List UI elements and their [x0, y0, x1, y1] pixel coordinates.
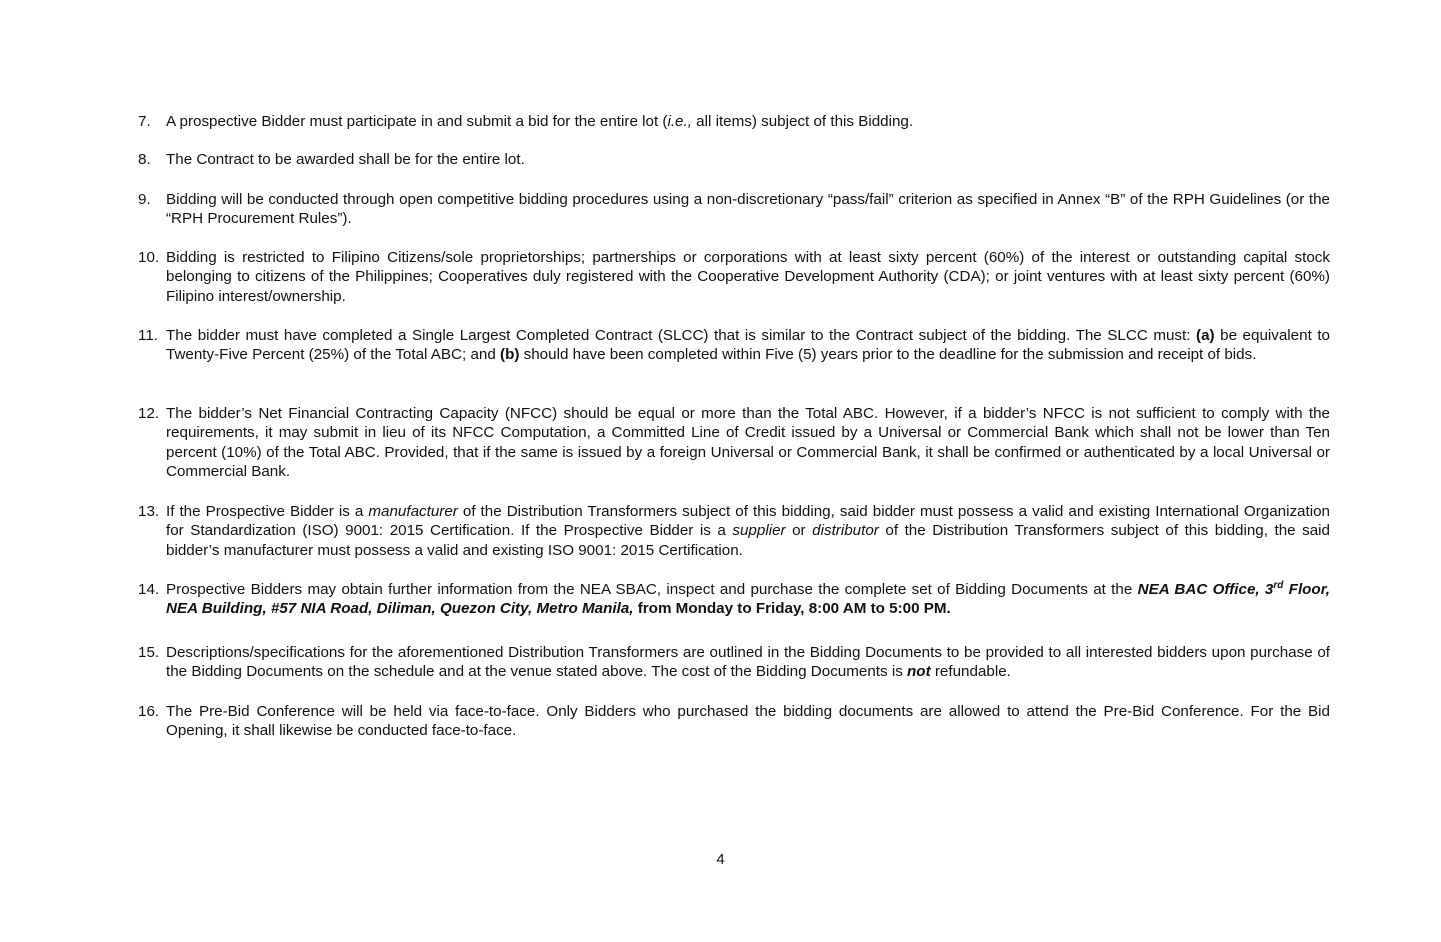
paragraph-text — [166, 150, 1330, 169]
paragraph-number: 15. — [138, 644, 160, 661]
paragraph-text — [166, 502, 1330, 560]
text-run: Prospective Bidders may obtain further information from the NEA SBAC, inspect and purchase the complete set of Bidding Documents at the — [166, 581, 1138, 598]
page-number: 4 — [716, 851, 725, 868]
paragraph-number: 8. — [138, 151, 151, 168]
numbered-paragraph-13 — [138, 502, 1330, 560]
text-run: of the Distribution Transformers subject of this bidding, said bidder must possess a valid and existing International Organization for Standardization (ISO) 9001: 2015 Certification. If the Prospective Bidder is a — [166, 503, 1330, 540]
text-run: A prospective Bidder must participate in and submit a bid for the entire lot ( — [166, 113, 668, 130]
text-run: Descriptions/specifications for the aforementioned Distribution Transformers are outlined in the Bidding Documents to be provided to all interested bidders upon purchase of the Bidding Documents on the schedule and at the venue stated above. The cost of the Bidding Documents is — [166, 644, 1330, 681]
text-run: (a) — [1196, 327, 1215, 344]
text-run: rd — [1273, 579, 1284, 591]
text-run: supplier — [732, 522, 786, 540]
text-run: NEA BAC Office, 3 — [1137, 581, 1274, 598]
paragraph-number: 7. — [138, 113, 151, 130]
paragraph-text — [166, 248, 1330, 306]
paragraph-number: 11. — [138, 327, 158, 344]
text-run: The Pre-Bid Conference will be held via face-to-face. Only Bidders who purchased the bidding documents are allowed to attend the Pre-Bid Conference. For the Bid Opening, it shall likewise be conducted face-to-face. — [166, 703, 1330, 740]
paragraph-text — [166, 326, 1330, 365]
text-run: Bidding is restricted to Filipino Citizens/sole proprietorships; partnerships or corporations with at least sixty percent (60%) of the interest or outstanding capital stock belonging to citizens of the Philippines; Cooperatives duly registered with the Cooperative Development Authority (CDA); or joint ventures with at least sixty percent (60%) Filipino interest/ownership. — [166, 249, 1330, 305]
text-run: manufacturer — [368, 503, 458, 520]
paragraph-number: 9. — [138, 191, 151, 208]
text-run: The bidder must have completed a Single Largest Completed Contract (SLCC) that is similar to the Contract subject of the bidding. The SLCC must: — [166, 327, 1197, 344]
paragraph-text — [166, 643, 1330, 682]
text-run: refundable. — [930, 663, 1011, 681]
text-run: distributor — [812, 522, 879, 540]
text-run: from Monday to Friday, 8:00 AM to 5:00 PM. — [633, 600, 951, 618]
numbered-paragraph-11 — [138, 326, 1330, 365]
text-run: (b) — [500, 346, 520, 364]
text-run: The bidder’s Net Financial Contracting Capacity (NFCC) should be equal or more than the Total ABC. However, if a bidder’s NFCC is not sufficient to comply with the requirements, it may submit in lieu of its NFCC Computation, a Committed Line of Credit issued by a Universal or Commercial Bank which shall not be lower than Ten percent (10%) of the Total ABC. Provided, that if the same is issued by a foreign Universal or Commercial Bank, it shall be confirmed or authenticated by a local Universal or Commercial Bank. — [166, 405, 1330, 481]
paragraph-number: 12. — [138, 405, 160, 422]
paragraph-text — [166, 702, 1330, 741]
numbered-paragraph-8 — [138, 150, 1330, 169]
text-run: or — [785, 522, 813, 540]
text-run: of the Distribution Transformers subject of this bidding, the said bidder’s manufacturer must possess a valid and existing ISO 9001: 2015 Certification. — [166, 522, 1330, 559]
paragraph-number: 13. — [138, 503, 160, 520]
numbered-paragraph-14 — [138, 580, 1330, 619]
paragraph-number: 10. — [138, 249, 160, 266]
paragraph-text — [166, 112, 1330, 131]
numbered-paragraph-10 — [138, 248, 1330, 306]
text-run: The Contract to be awarded shall be for the entire lot. — [166, 151, 525, 168]
paragraph-text — [166, 404, 1330, 482]
numbered-paragraph-15 — [138, 643, 1330, 682]
paragraph-number: 14. — [138, 581, 160, 598]
paragraph-text — [166, 190, 1330, 229]
numbered-paragraph-9 — [138, 190, 1330, 229]
numbered-paragraph-7 — [138, 112, 1330, 131]
text-run: If the Prospective Bidder is a — [166, 503, 369, 520]
text-run: i.e., — [667, 113, 692, 130]
text-run: all items) subject of this Bidding. — [691, 113, 914, 130]
paragraph-text — [166, 580, 1330, 619]
text-run: Bidding will be conducted through open competitive bidding procedures using a non-discretionary “pass/fail” criterion as specified in Annex “B” of the RPH Guidelines (or the “RPH Procurement Rules”). — [166, 191, 1330, 228]
text-run: should have been completed within Five (5) years prior to the deadline for the submission and receipt of bids. — [519, 346, 1257, 364]
paragraph-number: 16. — [138, 703, 160, 720]
text-run: be equivalent to Twenty-Five Percent (25%) of the Total ABC; and — [166, 327, 1330, 364]
text-run: not — [907, 663, 931, 681]
numbered-paragraph-16 — [138, 702, 1330, 741]
numbered-paragraph-12 — [138, 404, 1330, 482]
text-run: Floor, NEA Building, #57 NIA Road, Diliman, Quezon City, Metro Manila, — [166, 581, 1331, 618]
